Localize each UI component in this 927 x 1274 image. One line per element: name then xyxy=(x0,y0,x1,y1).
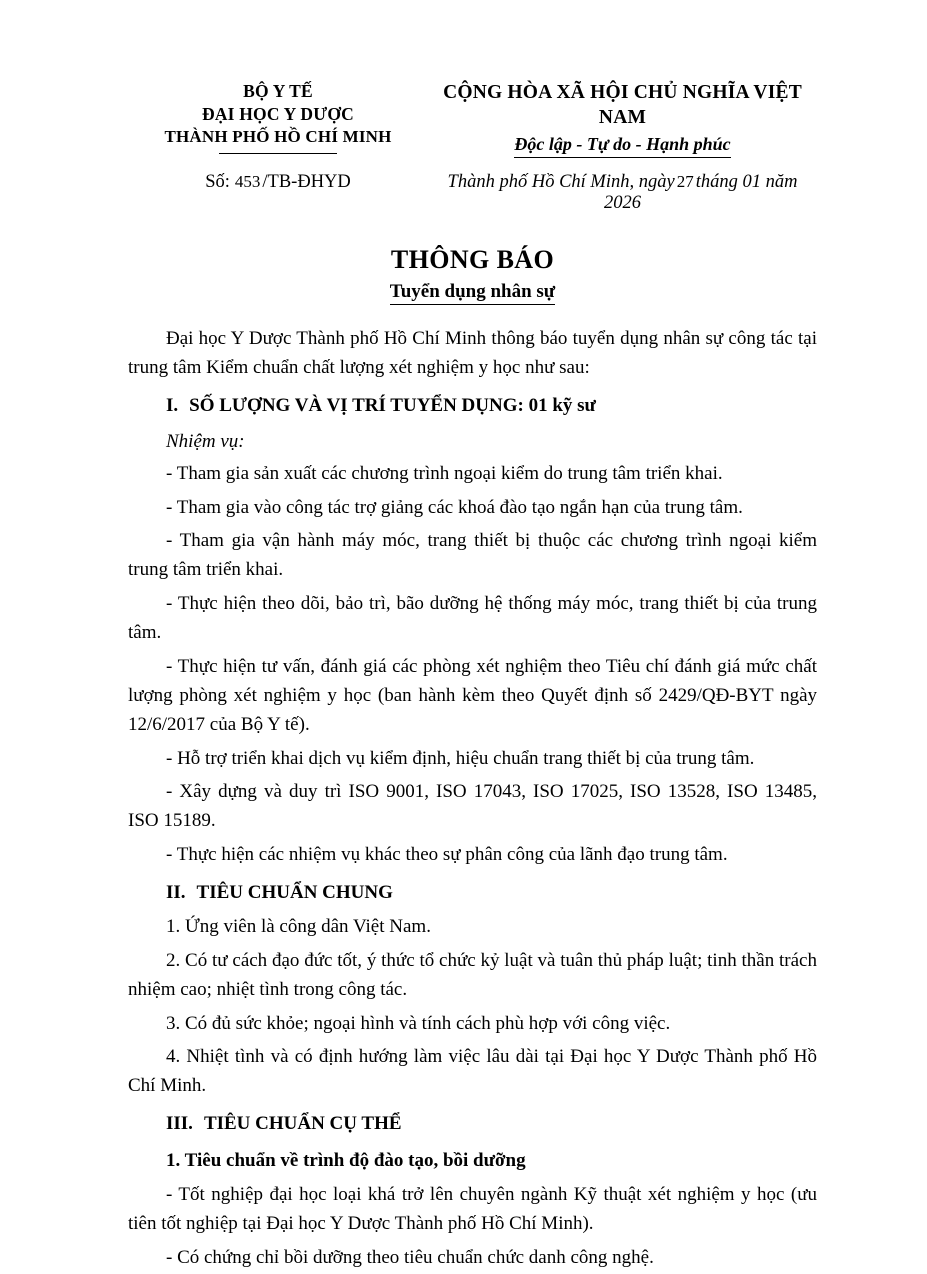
university-name-line1: ĐẠI HỌC Y DƯỢC xyxy=(201,104,355,125)
section-1-number: I. xyxy=(166,394,179,416)
section-3-number: III. xyxy=(166,1113,193,1135)
list-item: 3. Có đủ sức khỏe; ngoại hình và tính cách phù hợp với công việc. xyxy=(166,1012,671,1034)
list-item: - Thực hiện theo dõi, bảo trì, bão dưỡng hệ thống máy móc, trang thiết bị của trung tâm. xyxy=(128,593,817,644)
section-3-title: TIÊU CHUẨN CỤ THỂ xyxy=(203,1113,402,1135)
duties-label: Nhiệm vụ: xyxy=(166,430,245,452)
document-body xyxy=(128,325,817,1272)
date-day: 27 xyxy=(676,171,694,191)
section-1-heading xyxy=(128,392,817,421)
section-1-title: SỐ LƯỢNG VÀ VỊ TRÍ TUYỂN DỤNG: 01 kỹ sư xyxy=(189,394,596,416)
section-2-heading xyxy=(128,879,817,908)
date-rest: tháng 01 năm 2026 xyxy=(604,171,798,213)
list-item: 1. Ứng viên là công dân Việt Nam. xyxy=(166,915,431,937)
list-item: - Tham gia vào công tác trợ giảng các khoá đào tạo ngắn hạn của trung tâm. xyxy=(166,496,743,518)
header-divider-left xyxy=(219,153,337,154)
intro-paragraph: Đại học Y Dược Thành phố Hồ Chí Minh thông báo tuyển dụng nhân sự công tác tại trung tâm Kiểm chuẩn chất lượng xét nghiệm y học như sau: xyxy=(128,328,817,379)
document-place-date xyxy=(428,172,817,214)
document-number-suffix: /TB-ĐHYD xyxy=(262,171,351,192)
subsection-1-heading: 1. Tiêu chuẩn về trình độ đào tạo, bồi dưỡng xyxy=(166,1150,526,1172)
university-name-line2: THÀNH PHỐ HỒ CHÍ MINH xyxy=(164,127,392,147)
document-number-value: 453 xyxy=(234,171,261,191)
document-number xyxy=(128,172,428,193)
national-motto: Độc lập - Tự do - Hạnh phúc xyxy=(514,132,730,158)
section-3-heading xyxy=(128,1110,817,1139)
document-content xyxy=(128,72,817,1274)
list-item: 4. Nhiệt tình và có định hướng làm việc lâu dài tại Đại học Y Dược Thành phố Hồ Chí Minh. xyxy=(128,1046,817,1097)
document-header xyxy=(128,72,817,158)
list-item: - Tham gia vận hành máy móc, trang thiết bị thuộc các chương trình ngoại kiểm trung tâm triển khai. xyxy=(128,530,817,581)
place-date-prefix: Thành phố Hồ Chí Minh, ngày xyxy=(447,171,675,192)
list-item: - Tốt nghiệp đại học loại khá trở lên chuyên ngành Kỹ thuật xét nghiệm y học (ưu tiên tốt nghiệp tại Đại học Y Dược Thành phố Hồ Chí Minh). xyxy=(128,1183,817,1234)
list-item: - Thực hiện tư vấn, đánh giá các phòng xét nghiệm theo Tiêu chí đánh giá mức chất lượng phòng xét nghiệm y học (ban hành kèm theo Quyết định số 2429/QĐ-BYT ngày 12/6/2017 của Bộ Y tế). xyxy=(128,655,817,735)
list-item: - Hỗ trợ triển khai dịch vụ kiểm định, hiệu chuẩn trang thiết bị của trung tâm. xyxy=(166,747,755,769)
issuing-organization xyxy=(128,72,428,154)
list-item: 2. Có tư cách đạo đức tốt, ý thức tổ chức kỷ luật và tuân thủ pháp luật; tinh thần trách nhiệm cao; nhiệt tình trong công tác. xyxy=(128,949,817,1000)
country-name: CỘNG HÒA XÃ HỘI CHỦ NGHĨA VIỆT NAM xyxy=(443,82,802,129)
list-item: - Thực hiện các nhiệm vụ khác theo sự phân công của lãnh đạo trung tâm. xyxy=(166,844,728,866)
page-subtitle: Tuyển dụng nhân sự xyxy=(390,281,555,305)
document-number-label: Số: xyxy=(205,171,230,192)
title-block xyxy=(128,244,817,305)
list-item: - Tham gia sản xuất các chương trình ngoại kiểm do trung tâm triển khai. xyxy=(166,462,723,484)
national-heading xyxy=(428,72,817,158)
ministry-name: BỘ Y TẾ xyxy=(243,81,313,101)
section-2-title: TIÊU CHUẨN CHUNG xyxy=(196,882,393,904)
list-item: - Có chứng chỉ bồi dưỡng theo tiêu chuẩn chức danh công nghệ. xyxy=(166,1246,654,1268)
page-title: THÔNG BÁO xyxy=(390,244,555,274)
list-item: - Xây dựng và duy trì ISO 9001, ISO 17043, ISO 17025, ISO 13528, ISO 13485, ISO 15189. xyxy=(128,781,817,832)
document-meta-row xyxy=(128,172,817,214)
section-2-number: II. xyxy=(166,882,186,904)
